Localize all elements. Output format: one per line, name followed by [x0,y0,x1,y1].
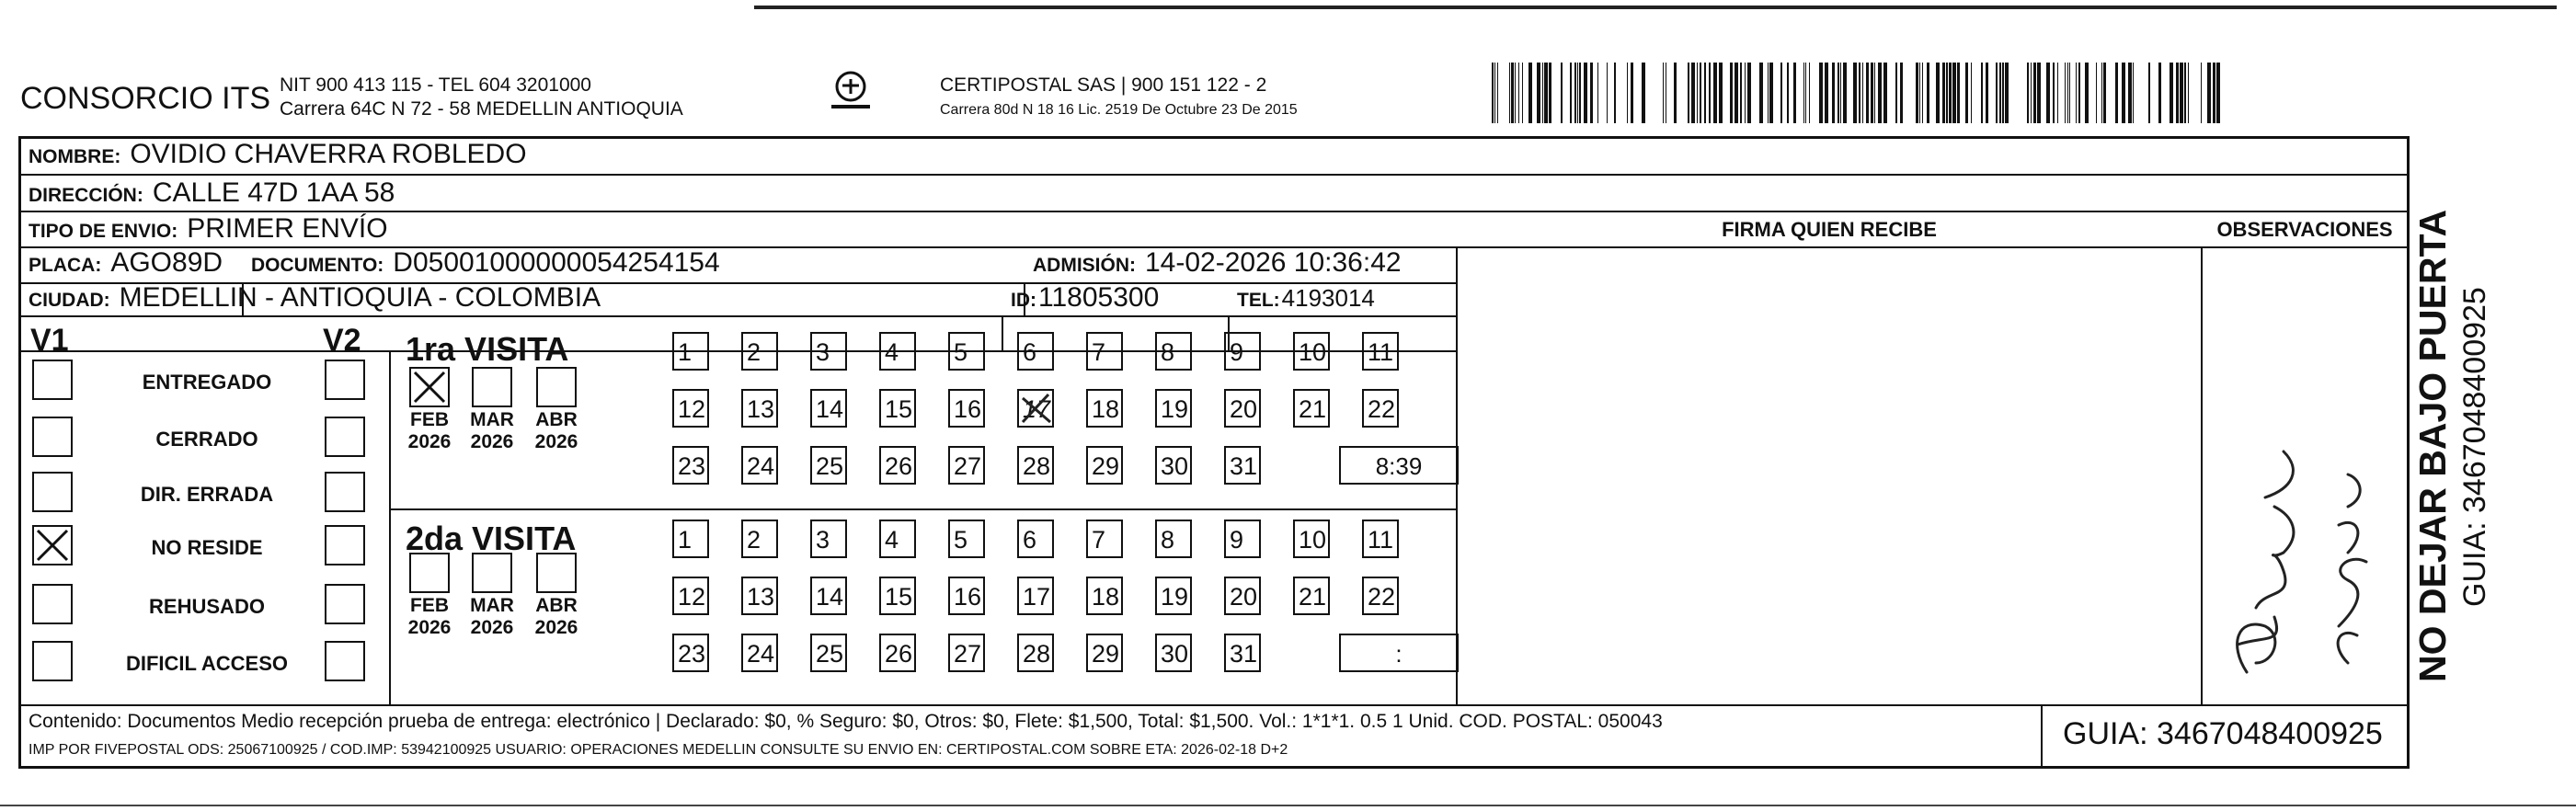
day-box[interactable]: 29 [1086,634,1123,672]
rule [2041,704,2043,766]
rule [389,508,1456,510]
day-box[interactable]: 16 [948,577,985,615]
status-v2-checkbox[interactable] [325,360,365,400]
day-box[interactable]: 5 [948,520,985,558]
day-box[interactable]: 4 [879,520,916,558]
day-box[interactable]: 30 [1155,446,1192,485]
tipo-envio-field [29,213,388,245]
firma-header: FIRMA QUIEN RECIBE [1722,218,1937,241]
nombre-value: OVIDIO CHAVERRA ROBLEDO [130,139,527,169]
side-guia-number: GUIA: 3467048400925 [2457,287,2492,607]
month-checkbox[interactable] [409,367,450,407]
ciudad-field [29,282,601,314]
observaciones-header: OBSERVACIONES [2216,218,2393,241]
day-box[interactable]: 14 [810,389,847,428]
day-box[interactable]: 24 [741,446,778,485]
month-checkbox[interactable] [472,367,512,407]
day-box[interactable]: 2 [741,520,778,558]
day-box[interactable]: 7 [1086,520,1123,558]
tel-field [1237,284,1375,313]
status-label: DIFICIL ACCESO [125,652,288,675]
day-box[interactable]: 28 [1017,634,1054,672]
form-frame [18,136,2410,769]
guia-number: GUIA: 3467048400925 [2063,716,2383,751]
tel-label: TEL: [1237,290,1280,311]
documento-field [251,247,720,279]
rule [21,211,2407,212]
rule [21,315,1456,317]
visit1-title: 1ra VISITA [406,330,569,368]
company-name: CONSORCIO ITS [20,81,271,116]
month-label: FEB [410,595,449,616]
day-box[interactable]: 17 [1017,577,1054,615]
month-label: FEB [410,409,449,430]
day-box[interactable]: 9 [1224,520,1261,558]
day-box[interactable]: 15 [879,389,916,428]
month-label: ABR [535,595,578,616]
day-box[interactable]: 2 [741,332,778,371]
status-label: NO RESIDE [151,536,263,559]
status-v1-checkbox[interactable] [32,584,73,624]
day-box[interactable]: 19 [1155,577,1192,615]
day-box[interactable]: 13 [741,577,778,615]
rule [389,350,391,704]
status-label: DIR. ERRADA [140,483,274,506]
ciudad-label: CIUDAD: [29,290,110,311]
day-box[interactable]: 19 [1155,389,1192,428]
day-box[interactable]: 26 [879,446,916,485]
month-year: 2026 [407,431,452,452]
month-label: MAR [470,409,514,430]
day-box[interactable]: 13 [741,389,778,428]
handwritten-observation [2210,369,2394,681]
rule [1002,315,1003,350]
documento-value: D05001000000054254154 [393,247,720,278]
month-checkbox[interactable] [409,553,450,593]
footer-imp: IMP POR FIVEPOSTAL ODS: 25067100925 / COD.IMP: 53942100925 USUARIO: OPERACIONES MEDELLIN CONSULTE SU ENVIO EN: CERTIPOSTAL.COM SOBRE ETA: 2026-02-18 D+2 [29,742,1288,758]
day-box[interactable]: 16 [948,389,985,428]
status-label: REHUSADO [149,595,265,618]
day-box[interactable] [1017,389,1054,428]
month-year: 2026 [470,617,514,638]
company-address: Carrera 64C N 72 - 58 MEDELLIN ANTIOQUIA [280,98,683,120]
top-rule [754,6,2557,9]
day-box[interactable]: 22 [1362,577,1399,615]
id-value: 11805300 [1038,282,1160,313]
placa-label: PLACA: [29,255,102,276]
month-checkbox[interactable] [472,553,512,593]
day-box[interactable]: 26 [879,634,916,672]
day-box[interactable]: 11 [1362,332,1399,371]
bottom-rule [0,805,2576,806]
month-year: 2026 [407,617,452,638]
day-box[interactable]: 25 [810,446,847,485]
day-box[interactable]: 6 [1017,332,1054,371]
status-v1-checkbox[interactable] [32,525,73,565]
id-label: ID: [1011,290,1036,311]
x-mark-icon [34,527,71,564]
month-checkbox[interactable] [536,553,577,593]
day-box[interactable]: 23 [672,446,709,485]
day-box[interactable]: 21 [1293,577,1330,615]
status-v1-checkbox[interactable] [32,360,73,400]
carrier-license: Carrera 80d N 18 16 Lic. 2519 De Octubre 23 De 2015 [940,102,1298,118]
month-checkbox[interactable] [536,367,577,407]
day-box[interactable]: 1 [672,332,709,371]
footer-contenido: Contenido: Documentos Medio recepción prueba de entrega: electrónico | Declarado: $0, % Seguro: $0, Otros: $0, Flete: $1,500, Total: $1,500. Vol.: 1*1*1. 0.5 1 Unid. COD. POSTAL: 050043 [29,711,1663,732]
day-box[interactable]: 20 [1224,389,1261,428]
rule [2201,246,2203,704]
status-v1-checkbox[interactable] [32,417,73,457]
day-box[interactable]: 31 [1224,446,1261,485]
documento-label: DOCUMENTO: [251,255,384,276]
admision-field [1033,247,1402,279]
day-box[interactable]: 18 [1086,389,1123,428]
day-number: 17 [1023,395,1051,423]
visit2-title: 2da VISITA [406,520,577,557]
month-label: ABR [535,409,578,430]
day-box[interactable]: 8 [1155,520,1192,558]
nombre-label: NOMBRE: [29,146,121,167]
month-year: 2026 [470,431,514,452]
tipo-envio-value: PRIMER ENVÍO [187,213,388,244]
month-year: 2026 [534,431,578,452]
day-box[interactable]: 31 [1224,634,1261,672]
check-mark-icon [1019,391,1052,426]
day-box[interactable]: 6 [1017,520,1054,558]
x-mark-icon [411,369,448,406]
day-box[interactable]: 7 [1086,332,1123,371]
day-box[interactable]: 10 [1293,520,1330,558]
day-box[interactable]: 12 [672,577,709,615]
direccion-label: DIRECCIÓN: [29,185,143,206]
day-box[interactable]: 27 [948,634,985,672]
day-box[interactable]: 23 [672,634,709,672]
day-box[interactable]: 4 [879,332,916,371]
day-box[interactable]: 29 [1086,446,1123,485]
placa-field [29,247,223,279]
admision-value: 14-02-2026 10:36:42 [1145,247,1402,278]
day-box[interactable]: 3 [810,520,847,558]
day-box[interactable]: 1 [672,520,709,558]
status-v2-checkbox[interactable] [325,641,365,681]
barcode [1492,63,2226,123]
nombre-field [29,139,527,170]
day-box[interactable]: 28 [1017,446,1054,485]
v2-label: V2 [323,323,361,358]
status-v2-checkbox[interactable] [325,584,365,624]
day-box[interactable]: 14 [810,577,847,615]
status-v2-checkbox[interactable] [325,417,365,457]
no-dejar-bajo-puerta: NO DEJAR BAJO PUERTA [2411,209,2454,682]
day-box[interactable]: 15 [879,577,916,615]
direccion-value: CALLE 47D 1AA 58 [152,177,395,208]
status-v2-checkbox[interactable] [325,472,365,512]
tel-value: 4193014 [1281,284,1375,312]
id-field [1011,282,1159,314]
carrier-name: CERTIPOSTAL SAS | 900 151 122 - 2 [940,74,1267,96]
day-box[interactable]: 20 [1224,577,1261,615]
month-label: MAR [470,595,514,616]
month-year: 2026 [534,617,578,638]
tipo-envio-label: TIPO DE ENVIO: [29,221,178,242]
day-box[interactable]: 22 [1362,389,1399,428]
status-v1-checkbox[interactable] [32,641,73,681]
certipostal-logo [830,70,872,112]
day-box[interactable]: 5 [948,332,985,371]
status-label: CERRADO [155,428,258,451]
day-box[interactable]: 10 [1293,332,1330,371]
day-box[interactable]: 25 [810,634,847,672]
time-box[interactable]: 8:39 [1339,446,1459,485]
company-nit-tel: NIT 900 413 115 - TEL 604 3201000 [280,74,591,96]
day-box[interactable]: 21 [1293,389,1330,428]
day-box[interactable]: 3 [810,332,847,371]
day-box[interactable]: 12 [672,389,709,428]
day-box[interactable]: 27 [948,446,985,485]
placa-value: AGO89D [110,247,223,278]
status-v2-checkbox[interactable] [325,525,365,565]
rule [21,704,2407,706]
time-box[interactable]: : [1339,634,1459,672]
v1-label: V1 [30,323,69,358]
rule [21,174,2407,176]
day-box[interactable]: 30 [1155,634,1192,672]
admision-label: ADMISIÓN: [1033,255,1136,276]
status-v1-checkbox[interactable] [32,472,73,512]
ciudad-value: MEDELLIN - ANTIOQUIA - COLOMBIA [119,282,601,313]
day-box[interactable]: 11 [1362,520,1399,558]
direccion-field [29,177,395,209]
day-box[interactable]: 8 [1155,332,1192,371]
day-box[interactable]: 9 [1224,332,1261,371]
day-box[interactable]: 18 [1086,577,1123,615]
status-label: ENTREGADO [142,371,272,394]
day-box[interactable]: 24 [741,634,778,672]
